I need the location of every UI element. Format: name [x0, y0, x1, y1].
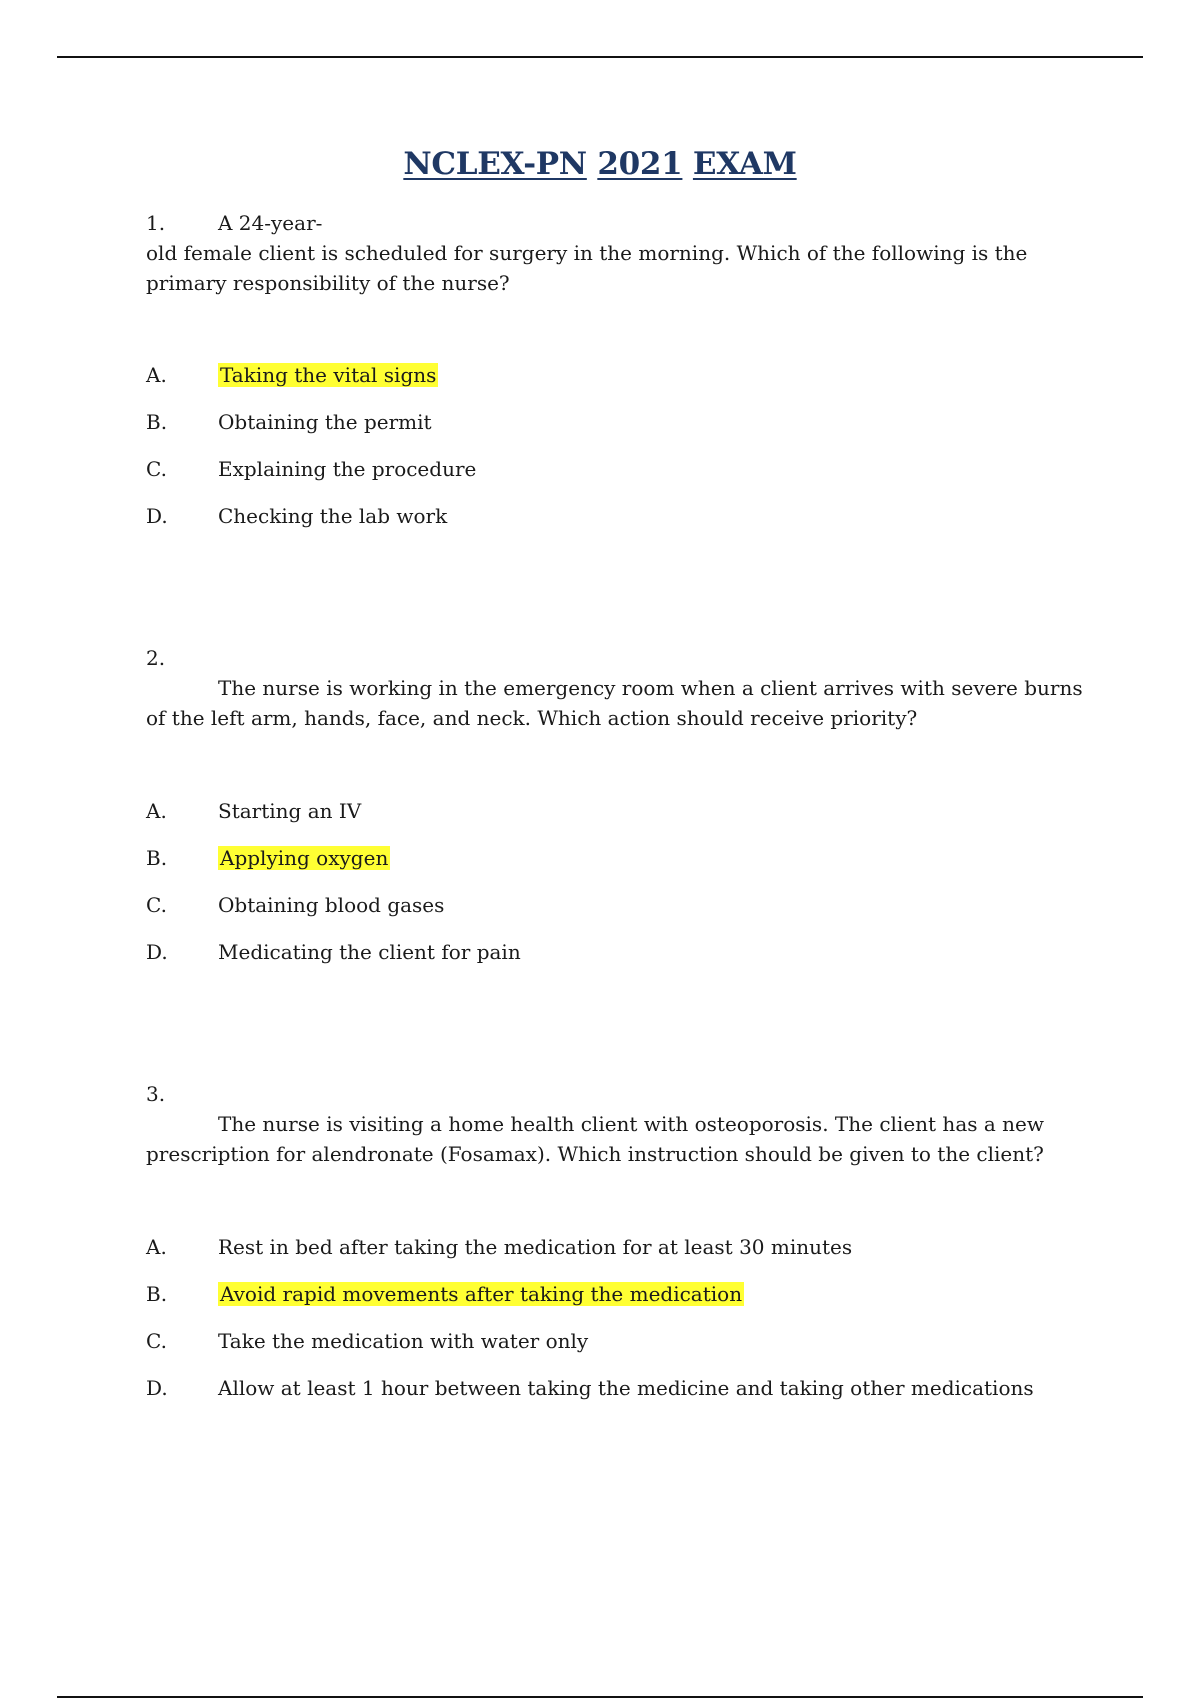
title-part-1: NCLEX-PN — [403, 146, 587, 182]
question-3-stem — [146, 1079, 1086, 1169]
option-c: C. Explaining the procedure — [146, 457, 477, 481]
question-text: old female client is scheduled for surgery in the morning. Which of the following is the primary responsibility of the nurse? — [146, 241, 1028, 295]
title-part-2: 2021 — [597, 146, 683, 182]
option-b: B. Applying oxygen — [146, 846, 389, 870]
option-text: Checking the lab work — [218, 504, 448, 528]
option-text: Obtaining blood gases — [218, 893, 445, 917]
question-1-stem — [146, 208, 1086, 298]
option-d: D. Allow at least 1 hour between taking the medicine and taking other medications — [146, 1376, 1034, 1400]
question-2-stem — [146, 643, 1086, 733]
option-text: Starting an IV — [218, 799, 362, 823]
title-part-3: EXAM — [692, 146, 797, 182]
option-a: A. Starting an IV — [146, 799, 362, 823]
option-text: Medicating the client for pain — [218, 940, 521, 964]
option-d: D. Medicating the client for pain — [146, 940, 521, 964]
option-a: A. Rest in bed after taking the medication for at least 30 minutes — [146, 1235, 853, 1259]
option-text-highlighted: Avoid rapid movements after taking the medication — [220, 1282, 743, 1306]
option-a: A. Taking the vital signs — [146, 363, 437, 387]
option-text: Explaining the procedure — [218, 457, 477, 481]
bottom-rule — [57, 1696, 1143, 1698]
option-c: C. Take the medication with water only — [146, 1329, 589, 1353]
question-number: 3. — [146, 1082, 166, 1106]
question-number: 2. — [146, 646, 166, 670]
question-text: The nurse is visiting a home health client with osteoporosis. The client has a new prescription for alendronate (Fosamax). Which instruction should be given to the client? — [146, 1112, 1044, 1166]
option-c: C. Obtaining blood gases — [146, 893, 445, 917]
top-rule — [57, 56, 1143, 58]
option-text-highlighted: Taking the vital signs — [220, 363, 437, 387]
question-1-options — [146, 360, 1106, 548]
option-text-highlighted: Applying oxygen — [220, 846, 389, 870]
option-d: D. Checking the lab work — [146, 504, 448, 528]
question-3-options — [146, 1232, 1106, 1420]
option-text: Allow at least 1 hour between taking the medicine and taking other medications — [218, 1376, 1034, 1400]
option-b: B. Obtaining the permit — [146, 410, 432, 434]
option-text: Take the medication with water only — [218, 1329, 589, 1353]
question-2-options — [146, 796, 1106, 984]
option-text: Rest in bed after taking the medication for at least 30 minutes — [218, 1235, 853, 1259]
question-first-line: A 24-year- — [218, 211, 323, 235]
question-text: The nurse is working in the emergency room when a client arrives with severe burns of the left arm, hands, face, and neck. Which action should receive priority? — [146, 676, 1083, 730]
option-text: Obtaining the permit — [218, 410, 432, 434]
page-title — [0, 146, 1200, 182]
question-number: 1. — [146, 211, 166, 235]
option-b: B. Avoid rapid movements after taking the medication — [146, 1282, 743, 1306]
